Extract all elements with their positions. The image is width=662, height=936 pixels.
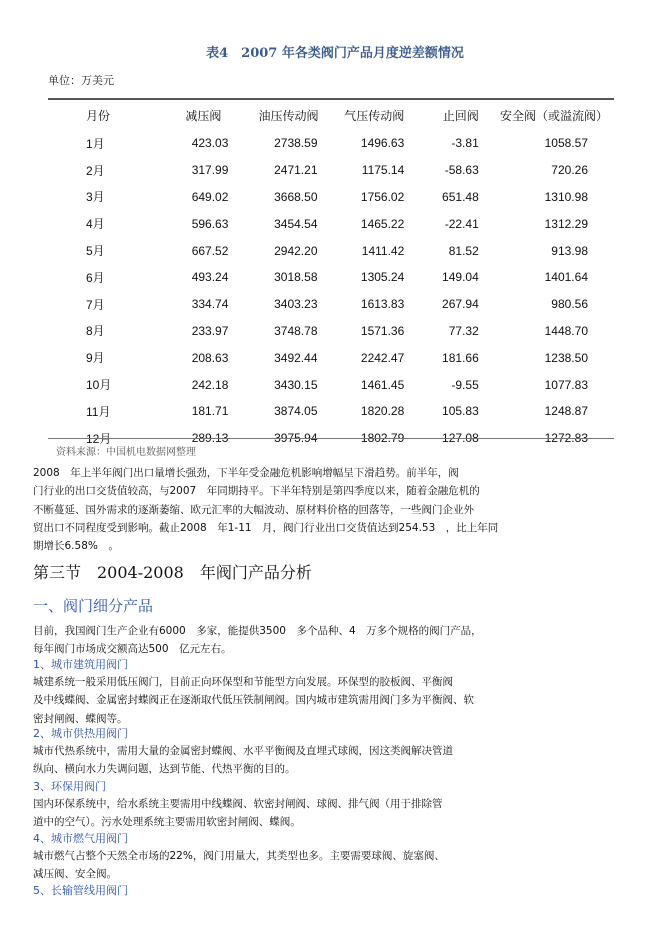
- intro-paragraph: [33, 464, 498, 555]
- data-table: [48, 100, 614, 452]
- month-cell: 10月: [86, 378, 112, 393]
- value-cell: 1820.28: [360, 404, 405, 419]
- value-cell: 1058.57: [544, 136, 588, 151]
- value-cell: 1248.87: [544, 404, 588, 419]
- value-cell: 1448.70: [544, 323, 588, 338]
- value-cell: 1802.79: [360, 431, 405, 446]
- table-title: 表4 2007 年各类阀门产品月度逆差额情况: [206, 46, 464, 61]
- item-body-4: [33, 847, 445, 884]
- month-cell: 1月: [86, 136, 105, 151]
- value-cell: 3018.58: [274, 270, 318, 285]
- value-cell: 242.18: [191, 377, 229, 392]
- value-cell: 596.63: [191, 216, 229, 231]
- table-unit: 单位：万美元: [48, 74, 114, 87]
- value-cell: -22.41: [444, 216, 479, 231]
- item-body-1: [33, 673, 474, 728]
- value-cell: 651.48: [442, 189, 479, 204]
- value-cell: 720.26: [551, 163, 588, 178]
- text-line: 每年阀门市场成交额高达500 亿元左右。: [33, 643, 232, 656]
- text-line: 城市代热系统中，需用大量的金属密封蝶阀、水平平衡阀及直埋式球阀，因这类阀解决管道: [33, 745, 453, 757]
- table-row: [48, 291, 614, 318]
- value-cell: 3748.78: [274, 323, 318, 338]
- value-cell: 208.63: [191, 350, 229, 365]
- value-cell: 2471.21: [274, 163, 318, 178]
- item-body-2: [33, 742, 453, 779]
- section-title: 第三节 2004-2008 年阀门产品分析: [33, 563, 312, 582]
- value-cell: 334.74: [191, 297, 229, 312]
- item-body-3: [33, 795, 443, 832]
- table-row: [48, 371, 614, 398]
- value-cell: 3430.15: [274, 377, 318, 392]
- value-cell: 267.94: [442, 297, 479, 312]
- value-cell: 1305.24: [360, 270, 405, 285]
- text-line: 密封闸阀、蝶阀等。: [33, 712, 128, 725]
- month-cell: 3月: [86, 190, 105, 205]
- month-cell: 9月: [86, 351, 105, 366]
- month-cell: 8月: [86, 324, 105, 339]
- value-cell: 667.52: [191, 243, 229, 258]
- header-cell: 油压传动阀: [258, 108, 319, 123]
- value-cell: -58.63: [444, 163, 479, 178]
- table-row: [48, 264, 614, 291]
- month-cell: 5月: [86, 244, 105, 259]
- value-cell: 2242.47: [360, 350, 405, 365]
- value-cell: 317.99: [191, 163, 229, 178]
- table-row: [48, 344, 614, 371]
- value-cell: 3403.23: [274, 297, 318, 312]
- value-cell: 3975.94: [274, 431, 318, 446]
- value-cell: 2738.59: [274, 136, 318, 151]
- value-cell: 181.66: [442, 350, 479, 365]
- header-cell: 减压阀: [185, 108, 222, 123]
- table-row: [48, 237, 614, 264]
- value-cell: 1077.83: [544, 377, 588, 392]
- month-cell: 11月: [86, 404, 111, 419]
- table-row: [48, 210, 614, 237]
- value-cell: 127.08: [442, 431, 479, 446]
- table-row: [48, 184, 614, 211]
- value-cell: 181.71: [191, 404, 229, 419]
- table-row: [48, 157, 614, 184]
- table-header-row: [48, 100, 614, 130]
- value-cell: 1238.50: [544, 350, 588, 365]
- text-line: 减压阀、安全阀。: [33, 868, 117, 881]
- text-line: 及中线蝶阀、金属密封蝶阀正在逐渐取代低压铁制闸阀。国内城市建筑需用阀门多为平衡阀、软: [33, 694, 474, 707]
- value-cell: 1401.64: [544, 270, 588, 285]
- month-cell: 6月: [86, 270, 105, 285]
- value-cell: 493.24: [191, 270, 229, 285]
- month-cell: 2月: [86, 163, 105, 178]
- subsection-title: 一、阀门细分产品: [33, 597, 154, 615]
- header-cell: 气压传动阀: [344, 108, 405, 123]
- value-cell: 77.32: [448, 323, 479, 338]
- item-title-4: 4、城市燃气用阀门: [33, 832, 128, 845]
- month-cell: 12月: [86, 431, 112, 446]
- value-cell: 81.52: [448, 243, 479, 258]
- value-cell: 3874.05: [274, 404, 318, 419]
- header-cell: 月份: [86, 108, 111, 123]
- text-line: 纵向、横向水力失调问题，达到节能、代热平衡的目的。: [33, 763, 296, 776]
- text-line: 国内环保系统中，给水系统主要需用中线蝶阀、软密封闸阀、球阀、排气阀（用于排除管: [33, 798, 443, 810]
- value-cell: 3454.54: [274, 216, 318, 231]
- text-line: 目前，我国阀门生产企业有6000 多家，能提供3500 多个品种、4 万多个规格的阀门产品，: [33, 625, 482, 637]
- month-cell: 7月: [86, 297, 105, 312]
- overview-paragraph: [33, 622, 482, 659]
- value-cell: 1272.83: [544, 431, 588, 446]
- month-cell: 4月: [86, 217, 105, 232]
- table-row: [48, 318, 614, 345]
- text-line: 门行业的出口交货值较高，与2007 年同期持平。下半年特别是第四季度以来，随着金融危机的: [33, 485, 480, 498]
- value-cell: 2942.20: [274, 243, 318, 258]
- item-title-2: 2、城市供热用阀门: [33, 727, 128, 740]
- table-row: [48, 398, 614, 425]
- text-line: 期增长6.58% 。: [33, 540, 119, 553]
- table-row: [48, 130, 614, 157]
- value-cell: 980.56: [551, 297, 588, 312]
- item-title-1: 1、城市建筑用阀门: [33, 658, 128, 671]
- value-cell: 149.04: [442, 270, 479, 285]
- value-cell: -3.81: [451, 136, 479, 151]
- text-line: 城建系统一般采用低压阀门，目前正向环保型和节能型方向发展。环保型的胶板阀、平衡阀: [33, 676, 453, 688]
- value-cell: 3668.50: [274, 189, 318, 204]
- value-cell: 105.83: [442, 404, 479, 419]
- value-cell: -9.55: [451, 377, 479, 392]
- text-line: 不断蔓延、国外需求的逐渐萎缩、欧元汇率的大幅波动、原材料价格的回落等，一些阀门企业外: [33, 503, 474, 516]
- item-title-5: 5、长输管线用阀门: [33, 884, 128, 897]
- value-cell: 3492.44: [274, 350, 318, 365]
- value-cell: 1411.42: [361, 243, 405, 258]
- table-bottom-rule: [48, 438, 614, 439]
- value-cell: 649.02: [191, 189, 229, 204]
- value-cell: 1465.22: [360, 216, 405, 231]
- text-line: 道中的空气）。污水处理系统主要需用软密封闸阀、蝶阀。: [33, 816, 301, 829]
- value-cell: 1613.83: [360, 297, 405, 312]
- value-cell: 233.97: [191, 323, 229, 338]
- value-cell: 913.98: [551, 243, 588, 258]
- value-cell: 423.03: [191, 136, 229, 151]
- value-cell: 1175.14: [361, 163, 405, 178]
- text-line: 贸出口不同程度受到影响。截止2008 年1-11 月，阀门行业出口交货值达到254.53 ，比上年同: [33, 521, 499, 534]
- text-line: 2008 年上半年阀门出口量增长强劲，下半年受金融危机影响增幅呈下滑趋势。前半年，阀: [33, 467, 459, 479]
- value-cell: 1756.02: [360, 189, 405, 204]
- value-cell: 1310.98: [544, 189, 588, 204]
- value-cell: 1461.45: [360, 377, 405, 392]
- header-cell: 安全阀（或溢流阀）: [499, 108, 608, 123]
- item-title-3: 3、环保用阀门: [33, 780, 106, 793]
- value-cell: 1571.36: [360, 323, 405, 338]
- value-cell: 289.13: [191, 431, 229, 446]
- value-cell: 1312.29: [544, 216, 588, 231]
- value-cell: 1496.63: [360, 136, 405, 151]
- header-cell: 止回阀: [442, 108, 479, 123]
- table-source: 资料来源：中国机电数据网整理: [56, 447, 196, 458]
- text-line: 城市燃气占整个天然全市场的22%，阀门用量大，其类型也多。主要需要球阀、旋塞阀、: [33, 850, 445, 862]
